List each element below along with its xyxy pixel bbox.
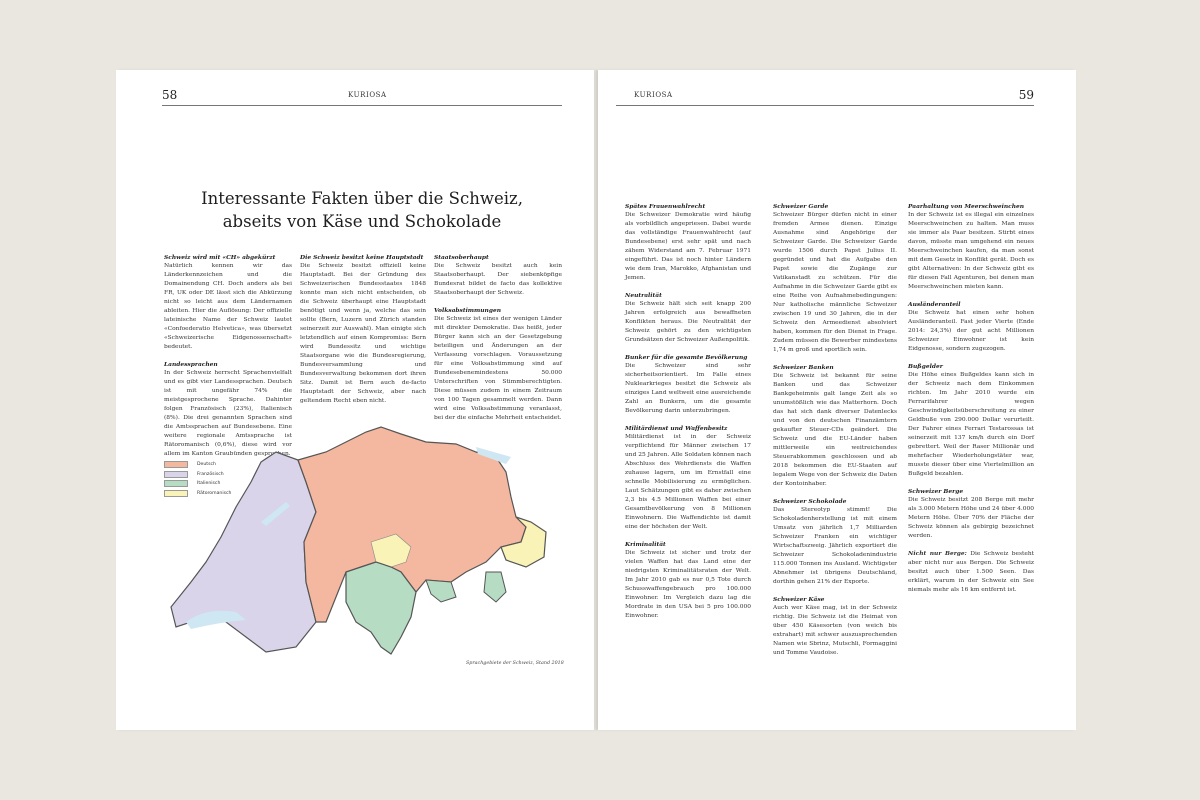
left-page [116,70,594,730]
title-line-2: abseits von Käse und Schokolade [222,212,502,231]
section-heading: Schweizer Banken [773,364,834,371]
left-column-3 [434,253,562,431]
section-body: Die Schweizer sind sehr sicherheitsorientiert. Im Falle eines Nuklearkrieges besitzt die Schweiz als einziges Land weltweit eine ausreichende Zahl an Bunkern, um die gesamte Bevölkerung darin unterzubringen. [625,363,751,414]
inline-body: Die Schweiz besteht aber nicht nur aus Bergen. Die Schweiz besitzt auch über 1.500 Seen. Das erklärt, warum in der Schweiz ein See niemals mehr als 16 km entfernt ist. [908,551,1035,593]
section-heading: Schweizer Garde [773,203,829,210]
legend-swatch [164,471,188,478]
section-body: Die Schweiz ist sicher und trotz der vielen Waffen hat das Land eine der niedrigsten Kriminalitätsraten der Welt. Im Jahr 2010 gab es nur 0,5 Tote durch Schusswaffengebrauch pro 100.000 Einwohner. Im Vergleich dazu lag die Mordrate in den USA bei 5 pro 100.000 Einwohner. [625,550,751,619]
page-number-left: 58 [162,88,178,102]
section-body: Die Schweiz besitzt auch kein Staatsoberhaupt. Der siebenköpfige Bundesrat bildet de facto das kollektive Staatsoberhaupt der Schweiz. [434,263,562,296]
legend-swatch [164,490,188,497]
section-heading: Landessprachen [164,361,218,368]
section-body: In der Schweiz ist es illegal ein einzelnes Meerschweinchen zu halten. Man muss sie immer als Paar besitzen. Stirbt eines davon, müsste man umgehend ein neues Meerschweinchen kaufen, da man sonst mit dem Gesetz in Konflikt gerät. Doch es gibt Alternativen: In der Schweiz gibt es für diesen Fall Agenturen, bei denen man Meerschweinchen mieten kann. [908,212,1034,290]
right-page [598,70,1076,730]
language-map [166,422,566,657]
section-inline [908,549,1034,595]
legend-item-italian [164,479,231,489]
legend-item-romansh [164,489,231,499]
section-body: Die Höhe eines Bußgeldes kann sich in der Schweiz nach dem Einkommen richten. Im Jahr 2010 wurde ein Ferrarifahrer wegen Geschwindigkeitsüberschreitung zu einer Geldbuße von 290.000 Dollar verurteilt. Der Fahrer eines Ferrari Testarossas ist seinerzeit mit 137 km/h durch ein Dorf gebrettert. Weil der Raser Millionär und mehrfacher Wiederholungstäter war, musste dieser über eine Viertelmillion an Bußgeld bezahlen. [908,372,1034,477]
section-body: Die Schweiz besitzt 208 Berge mit mehr als 3.000 Metern Höhe und 24 über 4.000 Metern Höhe. Über 70% der Fläche der Schweiz können als gebirgig bezeichnet werden. [908,497,1034,539]
legend-label: Französisch [197,471,224,477]
section-body: In der Schweiz herrscht Sprachenvielfalt und es gibt vier Landessprachen. Deutsch ist mit ungefähr 74% die meistgesprochene Sprache. Dahinter folgen Französisch (23%), Italienisch (8%). Die drei genannten Sprachen sind die Amtssprachen auf Bundesebene. Eine weitere regionale Amtssprache ist Rätoromanisch (0,6%), diese wird vor allem im Kanton Graubünden gesprochen. [164,370,292,457]
section-body: Die Schweiz hat einen sehr hohen Ausländeranteil. Fast jeder Vierte (Ende 2014: 24,3%) der gut acht Millionen Schweizer Einwohner ist kein Eidgenosse, sondern zugezogen. [908,310,1034,352]
running-head-left [162,89,562,106]
section-body: Das Stereotyp stimmt! Die Schokoladenherstellung ist mit einem Umsatz von jährlich 1,7 Milliarden Schweizer Franken ein wichtiger Wirtschaftszweig. Jährlich exportiert die Schweizer Schokoladenindustrie 115.000 Tonnen ins Ausland. Wichtigster Abnehmer ist übrigens Deutschland, dorthin gehen 21% der Exporte. [773,507,897,585]
legend-label: Rätoromanisch [197,490,232,496]
inline-heading: Nicht nur Berge: [908,550,967,557]
section-body: Die Schweiz ist bekannt für seine Banken und das Schweizer Bankgeheimnis galt lange Zeit als so unumstößlich wie das Matterhorn. Doch das hat sich dank diverser Datenlecks und von den deutschen Finanzämtern gekaufter Steuer-CDs geändert. Die Schweiz und die EU-Länder haben mittlerweile ein weitreichendes Steuerabkommen geschlossen und ab 2018 bekommen die EU-Staaten auf legalem Wege von der Schweiz die Daten der Kontoinhaber. [773,373,897,487]
section-heading: Die Schweiz besitzt keine Hauptstadt [300,254,424,261]
running-head-right [616,89,1034,106]
section-body: Die Schweizer Demokratie wird häufig als vorbildlich angepriesen. Dabei wurde das vollständige Frauenwahlrecht (auf Bundesebene) erst sehr spät und nach zähem Widerstand am 7. Februar 1971 eingeführt. Das ist noch hinter Ländern wie dem Iran, Marokko, Afghanistan und Jemen. [625,212,751,281]
section-heading: Bunker für die gesamte Bevölkerung [625,354,748,361]
legend-item-german [164,460,231,470]
section-label-left: KURIOSA [348,91,387,99]
map-legend [164,460,231,498]
left-column-2 [300,253,426,414]
legend-swatch [164,480,188,487]
map-caption: Sprachgebiete der Schweiz, Stand 2018 [466,661,564,666]
section-body: Die Schweiz ist eines der wenigen Länder mit direkter Demokratie. Das heißt, jeder Bürger kann sich an der Gesetzgebung beteiligen und Änderungen an der Verfassung vorschlagen. Voraussetzung für eine Volksabstimmung sind auf Bundesebenemindestens 50.000 Unterschriften von Stimmberechtigten. Diese müssen zudem in einem Zeitraum von 100 Tagen gesammelt werden. Dann wird eine Volksabstimmung veranlasst, bei der die einfache Mehrheit entscheidet. [434,316,562,421]
section-body: Auch wer Käse mag, ist in der Schweiz richtig. Die Schweiz ist die Heimat von über 450 Käsesorten (von weich bis extrahart) mit schwer auszusprechenden Namen wie Sbrinz, Mutschli, Formaggini und Tomme Vaudoise. [773,605,897,656]
map-region-italian-poschiavo [484,572,506,602]
section-heading: Staatsoberhaupt [434,254,489,261]
section-heading: Spätes Frauenwahlrecht [625,203,706,210]
right-column-3 [908,202,1034,603]
section-body: Militärdienst ist in der Schweiz verpflichtend für Männer zwischen 17 und 25 Jahren. Alle Soldaten können nach Abschluss des Wehrdiensts die Waffen zuhause lagern, um im Ernstfall eine schnelle Mobilisierung zu ermöglichen. Laut Schätzungen gibt es daher zwischen 2,3 bis 4.5 Millionen Waffen bei einer Gesamtbevölkerung von 8 Millionen Einwohnern. Die Waffendichte ist damit eine der höchsten der Welt. [625,434,752,530]
article-title [162,187,562,233]
section-heading: Volksabstimmungen [434,307,501,314]
section-label-right: KURIOSA [634,91,673,99]
section-body: Die Schweiz besitzt offiziell keine Hauptstadt. Bei der Gründung des Schweizerischen Bundesstaates 1848 konnte man sich nicht entscheiden, ob die Schweiz überhaupt eine Hauptstadt benötigt und wenn ja, welche das sein sollte (Bern, Luzern und Zürich standen seinerzeit zur Auswahl). Man einigte sich letztendlich auf einen Kompromiss: Bern wird Bundessitz und wichtige Staatsorgane wie die Bundesregierung, Bundesversammlung und Bundesverwaltung bekommen dort ihren Sitz. Damit ist Bern auch de-facto Hauptstadt der Schweiz, aber nach geltendem Recht eben nicht. [300,263,426,404]
map-region-italian-east [426,580,456,602]
right-column-2 [773,202,897,666]
section-heading: Schweizer Käse [773,596,825,603]
section-body: Schweizer Bürger dürfen nicht in einer fremden Armee dienen. Einzige Ausnahme sind Angehörige der Schweizer Garde. Die Schweizer Garde wurde 1506 durch Papst Julius II. gegründet und hat die Aufgabe den Papst sowie die Zugänge zur Vatikanstadt zu schützen. Für die Aufnahme in die Schweizer Garde gibt es eine Reihe von Aufnahmebedingungen: Nur katholische männliche Schweizer zwischen 19 und 30 Jahren, die in der Schweiz den Armeedienst absolviert haben, kommen für den Dienst in Frage. Zudem müssen die Bewerber mindestens 1,74 m groß und sportlich sein. [773,212,897,353]
right-column-1 [625,202,751,629]
section-heading: Militärdienst und Waffenbesitz [625,425,728,432]
section-body: Natürlich kennen wir das Länderkennzeichen und die Domainendung CH. Doch anders als bei FR, UK oder DE lässt sich die Abkürzung nicht so leicht aus dem Ländernamen ableiten. Hier die Auflösung: Der offizielle lateinische Name der Schweiz lautet «Confoederatio Helvetica», was übersetzt «Schweizerische Eidgenossenschaft» bedeutet. [164,263,292,350]
section-heading: Schweizer Berge [908,488,964,495]
section-heading: Kriminalität [625,541,666,548]
legend-label: Italienisch [197,481,221,487]
page-number-right: 59 [1018,88,1034,102]
title-line-1: Interessante Fakten über die Schweiz, [201,189,523,208]
legend-item-french [164,470,231,480]
section-heading: Paarhaltung von Meerschweinchen [908,203,1025,210]
section-heading: Neutralität [625,292,662,299]
section-heading: Schweizer Schokolade [773,498,847,505]
legend-swatch [164,461,188,468]
section-body: Die Schweiz hält sich seit knapp 200 Jahren erfolgreich aus bewaffneten Konflikten heraus. Die Neutralität der Schweiz gehört zu den wichtigsten Grundsätzen der Schweizer Außenpolitik. [625,301,751,343]
section-heading: Schweiz wird mit «CH» abgekürzt [164,254,276,261]
section-heading: Bußgelder [908,363,943,370]
legend-label: Deutsch [197,462,216,468]
section-heading: Ausländeranteil [908,301,961,308]
